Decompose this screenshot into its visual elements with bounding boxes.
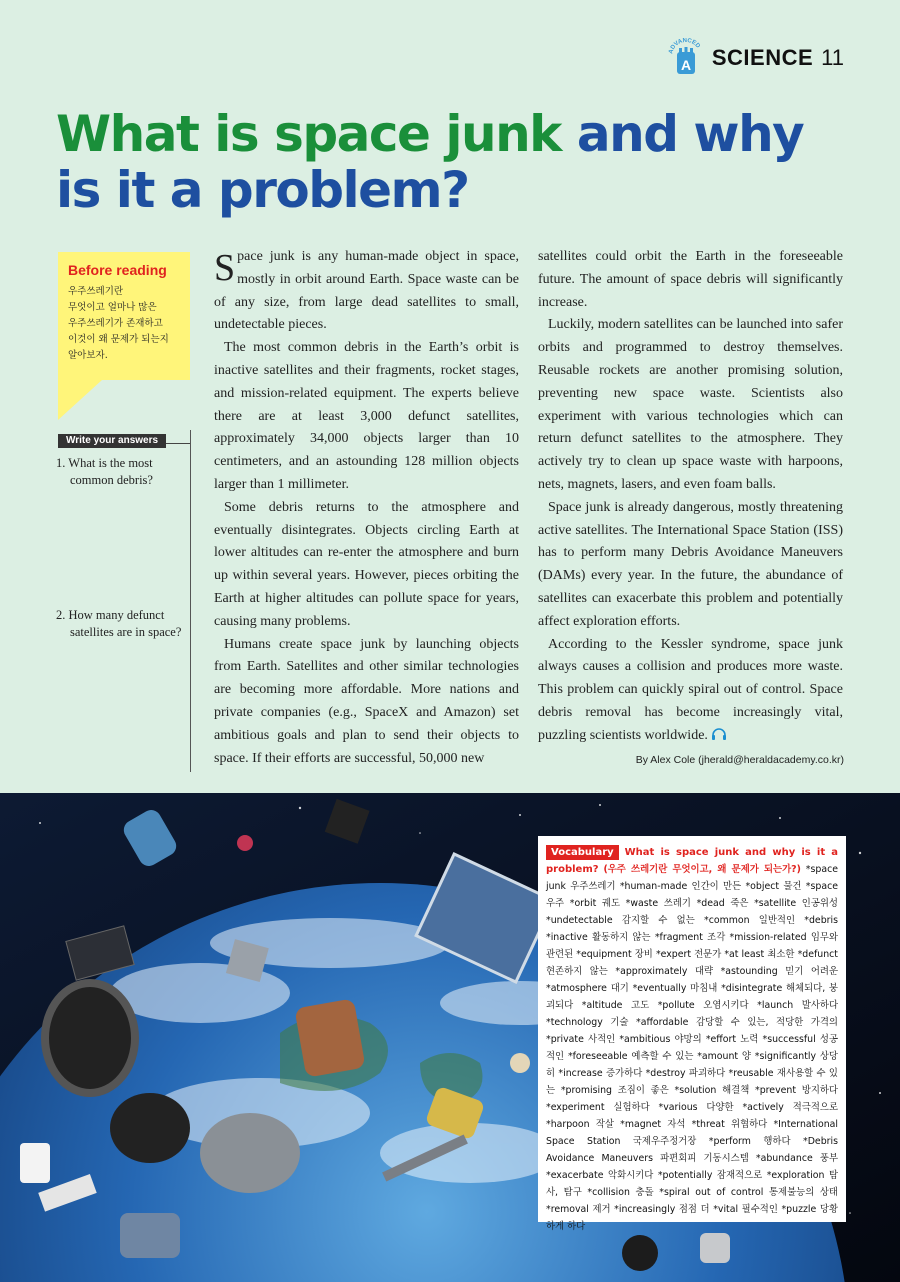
paragraph-text: According to the Kessler syndrome, space junk always causes a collision and produces more waste. This problem can quickly spiral out of control. Space debris removal has become increasingly vital, puzzling scientists worldwide. — [538, 636, 843, 743]
article-paragraph — [538, 634, 843, 748]
question-2: 2. How many defunct satellites are in space? — [56, 608, 182, 639]
page-title — [56, 106, 816, 218]
question-1: 1. What is the most common debris? — [56, 456, 153, 487]
vocabulary-subtitle: (우주 쓰레기란 무엇이고, 왜 문제가 되는가?) — [603, 864, 801, 875]
title-part-blue: and why is it a problem? — [56, 105, 804, 219]
write-answers-label-text: Write your answers — [58, 434, 166, 448]
drop-cap: S — [214, 247, 236, 289]
before-reading-line: 우주쓰레기가 존재하고 — [68, 318, 163, 329]
before-reading-heading: Before reading — [68, 262, 167, 278]
byline: By Alex Cole (jherald@heraldacademy.co.kr) — [635, 754, 844, 766]
paragraph-text: pace junk is any human-made object in space, mostly in orbit around Earth. Space waste can be of any size, from large dead satellites to small, undetectable pieces. — [214, 249, 519, 333]
title-part-green: What is space junk — [56, 105, 561, 163]
article-paragraph: satellites could orbit the Earth in the foreseeable future. The amount of space debris will significantly increase. — [538, 249, 843, 310]
section-name: SCIENCE — [711, 45, 814, 70]
before-reading-line: 무엇이고 얼마나 많은 — [68, 302, 157, 313]
vocabulary-box — [538, 836, 846, 1232]
vocabulary-tag: Vocabulary — [546, 845, 619, 860]
article-paragraph: Luckily, modern satellites can be launched into safer orbits and programmed to destroy themselves. Reusable rockets are another promising solution, preventing new space waste. Scientists also experiment with various technologies which can return defunct satellites to the atmosphere. They actively try to clean up space waste with harpoons, nets, magnets, lasers, and even foam balls. — [538, 317, 843, 492]
page-number: 11 — [821, 45, 844, 70]
before-reading-line: 알아보자. — [68, 350, 108, 361]
article-paragraph: Humans create space junk by launching objects from Earth. Satellites and other similar technologies are becoming more affordable. More nations and private companies (e.g., SpaceX and Amazon) set ambitious goals and plan to send their objects to space. If their efforts are successful, 50,000 new — [214, 636, 519, 766]
advanced-badge-icon — [668, 38, 704, 78]
before-reading-note — [58, 252, 190, 380]
article-paragraph: The most common debris in the Earth’s orbit is inactive satellites and their fragments, rocket stages, and mission-related equipment. The experts believe there are at least 3,000 defunct satellites, approximately 34,000 objects larger than 10 centimeters, and an astounding 128 million objects larger than 1 millimeter. — [214, 340, 519, 492]
article-column-left — [214, 246, 519, 770]
svg-text:A: A — [680, 57, 691, 73]
headphone-icon[interactable] — [711, 728, 727, 740]
write-answers-label — [58, 430, 190, 444]
before-reading-line: 이것이 왜 문제가 되는지 — [68, 334, 169, 345]
article-paragraph: Some debris returns to the atmosphere and eventually disintegrates. Objects circling Earth at lower altitudes can re-enter the atmosphere and burn up within several years. However, pieces orbiting the Earth at higher altitudes can pollute space for years, causing many problems. — [214, 499, 519, 629]
before-reading-line: 우주쓰레기란 — [68, 286, 124, 297]
vocabulary-title: What is space junk and why is it a problem? — [546, 847, 838, 875]
vocabulary-list: *space junk 우주쓰레기 *human-made 인간이 만든 *object 물건 *space 우주 *orbit 궤도 *waste 쓰레기 *dead 죽은 *satellite 인공위성 *undetectable 감지할 수 없는 *common 일반적인 *debris *inactive 활동하지 않는 *fragment 조각 *mission-related 임무와 관련된 *equipment 장비 *expert 전문가 *at least 최소한 *defunct 현존하지 않는 *approximately 대략 *astounding 믿기 어려운 *atmosphere 대기 *eventually 마침내 *disintegrate 해체되다, 붕괴되다 *altitude 고도 *pollute 오염시키다 *launch 발사하다 *technology 기술 *affordable 감당할 수 있는, 적당한 가격의 *private 사적인 *ambitious 야망의 *effort 노력 *successful 성공적인 *foreseeable 예측할 수 있는 *amount 양 *significantly 상당히 *increase 증가하다 *destroy 파괴하다 *reusable 재사용할 수 있는 *promising 조짐이 좋은 *solution 해결책 *prevent 방지하다 *experiment 실험하다 *various 다양한 *actively 적극적으로 *harpoon 작살 *magnet 자석 *threat 위협하다 *International Space Station 국제우주정거장 *perform 행하다 *Debris Avoidance Maneuvers 파편회피 기동시스템 *abundance 풍부 *exacerbate 악화시키다 *potentially 잠재적으로 *exploration 탐사, 탐구 *collision 충돌 *spiral out of control 통제불능의 상태 *removal 제거 *increasingly 점점 더 *vital 필수적인 *puzzle 당황하게 하다 — [546, 864, 838, 1232]
svg-text:ADVANCED: ADVANCED — [668, 38, 701, 55]
article-paragraph — [214, 246, 519, 337]
section-header — [668, 38, 844, 78]
article-paragraph: Space junk is already dangerous, mostly threatening active satellites. The International Space Station (ISS) has to perform many Debris Avoidance Maneuvers (DAMs) every year. In the future, the abundance of satellites can exacerbate this problem and potentially affect exploration efforts. — [538, 499, 843, 629]
article-column-right — [538, 246, 843, 748]
